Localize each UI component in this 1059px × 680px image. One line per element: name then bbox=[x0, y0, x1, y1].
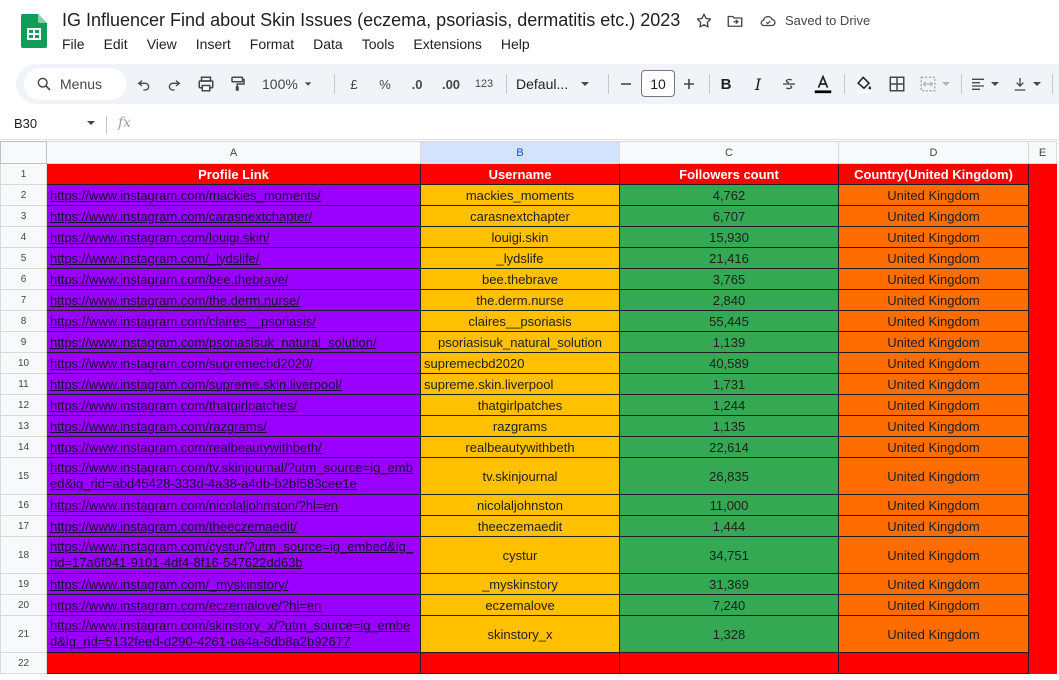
username-cell[interactable]: realbeautywithbeth bbox=[421, 437, 620, 458]
increase-decimals-button[interactable]: .00 bbox=[441, 76, 461, 92]
country-cell[interactable]: United Kingdom bbox=[839, 416, 1029, 437]
username-cell[interactable]: louigi.skin bbox=[421, 227, 620, 248]
followers-cell[interactable]: 15,930 bbox=[620, 227, 839, 248]
table-row bbox=[1, 332, 1057, 353]
profile-link-cell[interactable]: https://www.instagram.com/the.derm.nurse/ bbox=[47, 290, 421, 311]
toolbar-divider bbox=[961, 74, 962, 94]
zoom-select[interactable] bbox=[256, 64, 312, 104]
country-cell[interactable]: United Kingdom bbox=[839, 374, 1029, 395]
country-cell[interactable]: United Kingdom bbox=[839, 437, 1029, 458]
row-header[interactable]: 11 bbox=[1, 374, 47, 395]
zoom-value: 100% bbox=[262, 76, 298, 92]
column-header-b[interactable]: B bbox=[421, 142, 620, 164]
column-e-cell[interactable] bbox=[1029, 290, 1057, 311]
column-header-e[interactable]: E bbox=[1029, 142, 1057, 164]
formula-input[interactable] bbox=[140, 114, 1040, 136]
username-cell[interactable]: theeczemaedit bbox=[421, 516, 620, 537]
chevron-down-icon bbox=[304, 79, 312, 89]
table-row bbox=[1, 616, 1057, 653]
menu-view[interactable]: View bbox=[146, 36, 177, 52]
table-row bbox=[1, 206, 1057, 227]
column-e-cell[interactable] bbox=[1029, 616, 1057, 653]
country-cell[interactable]: United Kingdom bbox=[839, 185, 1029, 206]
column-header-c[interactable]: C bbox=[620, 142, 839, 164]
country-cell[interactable]: United Kingdom bbox=[839, 311, 1029, 332]
menu-extensions[interactable]: Extensions bbox=[413, 36, 482, 52]
username-cell[interactable]: psoriasisuk_natural_solution bbox=[421, 332, 620, 353]
select-all-corner[interactable] bbox=[1, 142, 47, 164]
profile-link-cell[interactable]: https://www.instagram.com/psoriasisuk_natural_solution/ bbox=[47, 332, 421, 353]
toolbar-divider bbox=[334, 74, 335, 94]
cloud-saved-icon[interactable] bbox=[758, 11, 778, 31]
username-cell[interactable]: cystur bbox=[421, 537, 620, 574]
country-cell[interactable]: United Kingdom bbox=[839, 516, 1029, 537]
column-e-cell[interactable] bbox=[1029, 516, 1057, 537]
country-cell[interactable]: United Kingdom bbox=[839, 574, 1029, 595]
row-header[interactable]: 1 bbox=[1, 164, 47, 185]
decrease-font-size-button[interactable] bbox=[616, 64, 636, 104]
followers-cell[interactable]: 2,840 bbox=[620, 290, 839, 311]
font-family-select[interactable] bbox=[516, 64, 598, 104]
name-box[interactable]: B30 bbox=[14, 116, 38, 131]
star-icon[interactable] bbox=[694, 11, 714, 31]
country-cell[interactable]: United Kingdom bbox=[839, 395, 1029, 416]
country-cell[interactable]: United Kingdom bbox=[839, 537, 1029, 574]
row-header[interactable]: 17 bbox=[1, 516, 47, 537]
column-e-cell[interactable] bbox=[1029, 227, 1057, 248]
profile-link-cell[interactable]: https://www.instagram.com/tv.skinjournal/?utm_source=ig_embed&ig_rid=abd45428-333d-4a38-a4db-b2bf583cee1e bbox=[47, 458, 421, 495]
column-e-cell[interactable] bbox=[1029, 269, 1057, 290]
table-row bbox=[1, 227, 1057, 248]
username-cell[interactable]: eczemalove bbox=[421, 595, 620, 616]
bold-icon[interactable]: B bbox=[720, 75, 732, 93]
fill-color-icon[interactable] bbox=[852, 64, 876, 104]
column-e-cell[interactable] bbox=[1029, 458, 1057, 495]
row-header[interactable]: 19 bbox=[1, 574, 47, 595]
row-header[interactable]: 15 bbox=[1, 458, 47, 495]
row-header[interactable]: 13 bbox=[1, 416, 47, 437]
username-cell[interactable]: razgrams bbox=[421, 416, 620, 437]
search-menus-button[interactable] bbox=[24, 68, 126, 100]
country-cell[interactable]: United Kingdom bbox=[839, 332, 1029, 353]
move-folder-icon[interactable] bbox=[725, 11, 745, 31]
column-e-cell[interactable] bbox=[1029, 595, 1057, 616]
country-cell[interactable]: United Kingdom bbox=[839, 495, 1029, 516]
profile-link-cell[interactable]: https://www.instagram.com/_lydslife/ bbox=[47, 248, 421, 269]
borders-icon[interactable] bbox=[886, 64, 908, 104]
grid-body bbox=[1, 164, 1057, 674]
table-row bbox=[1, 290, 1057, 311]
table-row bbox=[1, 495, 1057, 516]
row-header[interactable]: 3 bbox=[1, 206, 47, 227]
row-header[interactable]: 16 bbox=[1, 495, 47, 516]
column-e-cell[interactable] bbox=[1029, 353, 1057, 374]
header-cell-profile-link[interactable]: Profile Link bbox=[47, 164, 421, 185]
followers-cell[interactable]: 1,444 bbox=[620, 516, 839, 537]
followers-cell[interactable]: 40,589 bbox=[620, 353, 839, 374]
table-row bbox=[1, 653, 1057, 674]
username-cell[interactable]: supremecbd2020 bbox=[421, 353, 620, 374]
menu-insert[interactable]: Insert bbox=[195, 36, 231, 52]
followers-cell[interactable]: 26,835 bbox=[620, 458, 839, 495]
table-row bbox=[1, 353, 1057, 374]
row-header[interactable]: 6 bbox=[1, 269, 47, 290]
followers-cell[interactable]: 21,416 bbox=[620, 248, 839, 269]
plus-icon bbox=[683, 78, 695, 90]
toolbar bbox=[16, 64, 1059, 104]
number-format-button[interactable]: 123 bbox=[474, 78, 494, 90]
country-cell[interactable]: United Kingdom bbox=[839, 269, 1029, 290]
empty-cell[interactable] bbox=[47, 653, 421, 674]
chevron-down-icon bbox=[941, 79, 951, 89]
followers-cell[interactable]: 1,328 bbox=[620, 616, 839, 653]
font-family-value: Defaul... bbox=[516, 76, 569, 92]
table-row bbox=[1, 537, 1057, 574]
column-e-cell[interactable] bbox=[1029, 495, 1057, 516]
cell-table bbox=[0, 141, 1057, 674]
document-title[interactable]: IG Influencer Find about Skin Issues (eczema, psoriasis, dermatitis etc.) 2023 bbox=[62, 10, 681, 30]
table-row bbox=[1, 458, 1057, 495]
row-header[interactable]: 20 bbox=[1, 595, 47, 616]
menu-help[interactable]: Help bbox=[500, 36, 530, 52]
paint-format-icon[interactable] bbox=[226, 64, 250, 104]
profile-link-cell[interactable]: https://www.instagram.com/louigi.skin/ bbox=[47, 227, 421, 248]
title-bar bbox=[0, 0, 1059, 62]
column-e-cell[interactable] bbox=[1029, 395, 1057, 416]
table-row bbox=[1, 395, 1057, 416]
text-color-icon[interactable] bbox=[810, 64, 836, 104]
row-header[interactable]: 9 bbox=[1, 332, 47, 353]
menu-data[interactable]: Data bbox=[313, 36, 343, 52]
profile-link-cell[interactable]: https://www.instagram.com/cystur/?utm_source=ig_embed&ig_rid=17a6f041-9101-4df4-8f16-547622dd63b bbox=[47, 537, 421, 574]
search-menus-label: Menus bbox=[60, 76, 103, 92]
followers-cell[interactable]: 1,731 bbox=[620, 374, 839, 395]
column-header-d[interactable]: D bbox=[839, 142, 1029, 164]
row-header[interactable]: 12 bbox=[1, 395, 47, 416]
toolbar-divider bbox=[608, 74, 609, 94]
username-cell[interactable]: mackies_moments bbox=[421, 185, 620, 206]
table-row bbox=[1, 311, 1057, 332]
undo-icon[interactable] bbox=[132, 64, 156, 104]
header-cell-country[interactable]: Country(United Kingdom) bbox=[839, 164, 1029, 185]
row-header[interactable]: 18 bbox=[1, 537, 47, 574]
minus-icon bbox=[620, 78, 632, 90]
column-e-cell[interactable] bbox=[1029, 374, 1057, 395]
username-cell[interactable]: _myskinstory bbox=[421, 574, 620, 595]
strikethrough-icon[interactable] bbox=[778, 64, 800, 104]
followers-cell[interactable]: 31,369 bbox=[620, 574, 839, 595]
column-e-cell[interactable] bbox=[1029, 653, 1057, 674]
italic-icon[interactable]: I bbox=[754, 74, 762, 94]
username-cell[interactable]: nicolaljohnston bbox=[421, 495, 620, 516]
search-icon bbox=[36, 76, 52, 92]
table-row bbox=[1, 185, 1057, 206]
column-e-cell[interactable] bbox=[1029, 164, 1057, 185]
redo-icon[interactable] bbox=[162, 64, 186, 104]
profile-link-cell[interactable]: https://www.instagram.com/mackies_moments/ bbox=[47, 185, 421, 206]
username-cell[interactable]: skinstory_x bbox=[421, 616, 620, 653]
followers-cell[interactable]: 3,765 bbox=[620, 269, 839, 290]
chevron-down-icon bbox=[580, 79, 590, 89]
row-header[interactable]: 4 bbox=[1, 227, 47, 248]
save-status: Saved to Drive bbox=[785, 13, 871, 28]
merge-cells-icon[interactable] bbox=[918, 64, 952, 104]
username-cell[interactable]: carasnextchapter bbox=[421, 206, 620, 227]
followers-cell[interactable]: 34,751 bbox=[620, 537, 839, 574]
chevron-down-icon bbox=[1032, 79, 1042, 89]
column-e-cell[interactable] bbox=[1029, 416, 1057, 437]
column-e-cell[interactable] bbox=[1029, 248, 1057, 269]
country-cell[interactable]: United Kingdom bbox=[839, 595, 1029, 616]
empty-cell[interactable] bbox=[421, 653, 620, 674]
header-cell-username[interactable]: Username bbox=[421, 164, 620, 185]
column-e-cell[interactable] bbox=[1029, 185, 1057, 206]
row-header[interactable]: 10 bbox=[1, 353, 47, 374]
column-e-cell[interactable] bbox=[1029, 332, 1057, 353]
table-row bbox=[1, 269, 1057, 290]
username-cell[interactable]: supreme.skin.liverpool bbox=[421, 374, 620, 395]
profile-link-cell[interactable]: https://www.instagram.com/realbeautywithbeth/ bbox=[47, 437, 421, 458]
print-icon[interactable] bbox=[194, 64, 218, 104]
currency-format-button[interactable]: £ bbox=[350, 76, 358, 92]
table-row bbox=[1, 574, 1057, 595]
row-header[interactable]: 5 bbox=[1, 248, 47, 269]
header-row bbox=[1, 164, 1057, 185]
profile-link-cell[interactable]: https://www.instagram.com/razgrams/ bbox=[47, 416, 421, 437]
profile-link-cell[interactable]: https://www.instagram.com/claires__psoriasis/ bbox=[47, 311, 421, 332]
row-header[interactable]: 8 bbox=[1, 311, 47, 332]
empty-cell[interactable] bbox=[620, 653, 839, 674]
profile-link-cell[interactable]: https://www.instagram.com/skinstory_x/?utm_source=ig_embed&ig_rid=5132feed-d290-4261-ba4a-8db8a2b92677 bbox=[47, 616, 421, 653]
row-header[interactable]: 7 bbox=[1, 290, 47, 311]
horizontal-align-icon[interactable] bbox=[968, 64, 1002, 104]
column-e-cell[interactable] bbox=[1029, 437, 1057, 458]
sheets-logo-icon[interactable] bbox=[21, 14, 47, 48]
country-cell[interactable]: United Kingdom bbox=[839, 458, 1029, 495]
fx-icon: fx bbox=[118, 115, 132, 131]
row-header[interactable]: 14 bbox=[1, 437, 47, 458]
sheet-grid bbox=[0, 141, 1059, 680]
profile-link-cell[interactable]: https://www.instagram.com/nicolaljohnston/?hl=en bbox=[47, 495, 421, 516]
followers-cell[interactable]: 4,762 bbox=[620, 185, 839, 206]
row-header[interactable]: 21 bbox=[1, 616, 47, 653]
menu-file[interactable]: File bbox=[62, 36, 85, 52]
toolbar-divider bbox=[844, 74, 845, 94]
username-cell[interactable]: _lydslife bbox=[421, 248, 620, 269]
toolbar-divider bbox=[709, 74, 710, 94]
menu-tools[interactable]: Tools bbox=[361, 36, 395, 52]
column-e-cell[interactable] bbox=[1029, 206, 1057, 227]
formula-divider bbox=[106, 116, 107, 134]
country-cell[interactable]: United Kingdom bbox=[839, 353, 1029, 374]
chevron-down-icon bbox=[990, 79, 1000, 89]
country-cell[interactable]: United Kingdom bbox=[839, 206, 1029, 227]
header-cell-followers[interactable]: Followers count bbox=[620, 164, 839, 185]
row-header[interactable]: 22 bbox=[1, 653, 47, 674]
profile-link-cell[interactable]: https://www.instagram.com/_myskinstory/ bbox=[47, 574, 421, 595]
table-row bbox=[1, 437, 1057, 458]
country-cell[interactable]: United Kingdom bbox=[839, 248, 1029, 269]
column-header-a[interactable]: A bbox=[47, 142, 421, 164]
menu-edit[interactable]: Edit bbox=[103, 36, 128, 52]
profile-link-cell[interactable]: https://www.instagram.com/theeczemaedit/ bbox=[47, 516, 421, 537]
column-e-cell[interactable] bbox=[1029, 311, 1057, 332]
vertical-align-icon[interactable] bbox=[1010, 64, 1044, 104]
column-e-cell[interactable] bbox=[1029, 537, 1057, 574]
profile-link-cell[interactable]: https://www.instagram.com/supremecbd2020/ bbox=[47, 353, 421, 374]
table-row bbox=[1, 416, 1057, 437]
table-row bbox=[1, 374, 1057, 395]
username-cell[interactable]: tv.skinjournal bbox=[421, 458, 620, 495]
followers-cell[interactable]: 55,445 bbox=[620, 311, 839, 332]
row-header[interactable]: 2 bbox=[1, 185, 47, 206]
profile-link-cell[interactable]: https://www.instagram.com/carasnextchapter/ bbox=[47, 206, 421, 227]
followers-cell[interactable]: 22,614 bbox=[620, 437, 839, 458]
profile-link-cell[interactable]: https://www.instagram.com/eczemalove/?hl=en bbox=[47, 595, 421, 616]
toolbar-divider bbox=[1052, 74, 1053, 94]
chevron-down-icon[interactable] bbox=[86, 118, 96, 128]
empty-cell[interactable] bbox=[839, 653, 1029, 674]
font-size-input[interactable]: 10 bbox=[641, 70, 675, 97]
followers-cell[interactable]: 1,135 bbox=[620, 416, 839, 437]
table-row bbox=[1, 248, 1057, 269]
menu-bar bbox=[62, 36, 549, 52]
followers-cell[interactable]: 7,240 bbox=[620, 595, 839, 616]
profile-link-cell[interactable]: https://www.instagram.com/thatgirlpatches/ bbox=[47, 395, 421, 416]
country-cell[interactable]: United Kingdom bbox=[839, 616, 1029, 653]
profile-link-cell[interactable]: https://www.instagram.com/bee.thebrave/ bbox=[47, 269, 421, 290]
percent-format-button[interactable]: % bbox=[379, 76, 391, 92]
menu-format[interactable]: Format bbox=[249, 36, 295, 52]
username-cell[interactable]: thatgirlpatches bbox=[421, 395, 620, 416]
formula-bar bbox=[0, 110, 1059, 140]
column-e-cell[interactable] bbox=[1029, 574, 1057, 595]
decrease-decimals-button[interactable]: .0 bbox=[411, 76, 423, 92]
followers-cell[interactable]: 11,000 bbox=[620, 495, 839, 516]
table-row bbox=[1, 516, 1057, 537]
followers-cell[interactable]: 6,707 bbox=[620, 206, 839, 227]
followers-cell[interactable]: 1,244 bbox=[620, 395, 839, 416]
followers-cell[interactable]: 1,139 bbox=[620, 332, 839, 353]
toolbar-divider bbox=[506, 74, 507, 94]
country-cell[interactable]: United Kingdom bbox=[839, 227, 1029, 248]
country-cell[interactable]: United Kingdom bbox=[839, 290, 1029, 311]
username-cell[interactable]: bee.thebrave bbox=[421, 269, 620, 290]
profile-link-cell[interactable]: https://www.instagram.com/supreme.skin.liverpool/ bbox=[47, 374, 421, 395]
table-row bbox=[1, 595, 1057, 616]
username-cell[interactable]: claires__psoriasis bbox=[421, 311, 620, 332]
increase-font-size-button[interactable] bbox=[679, 64, 699, 104]
username-cell[interactable]: the.derm.nurse bbox=[421, 290, 620, 311]
